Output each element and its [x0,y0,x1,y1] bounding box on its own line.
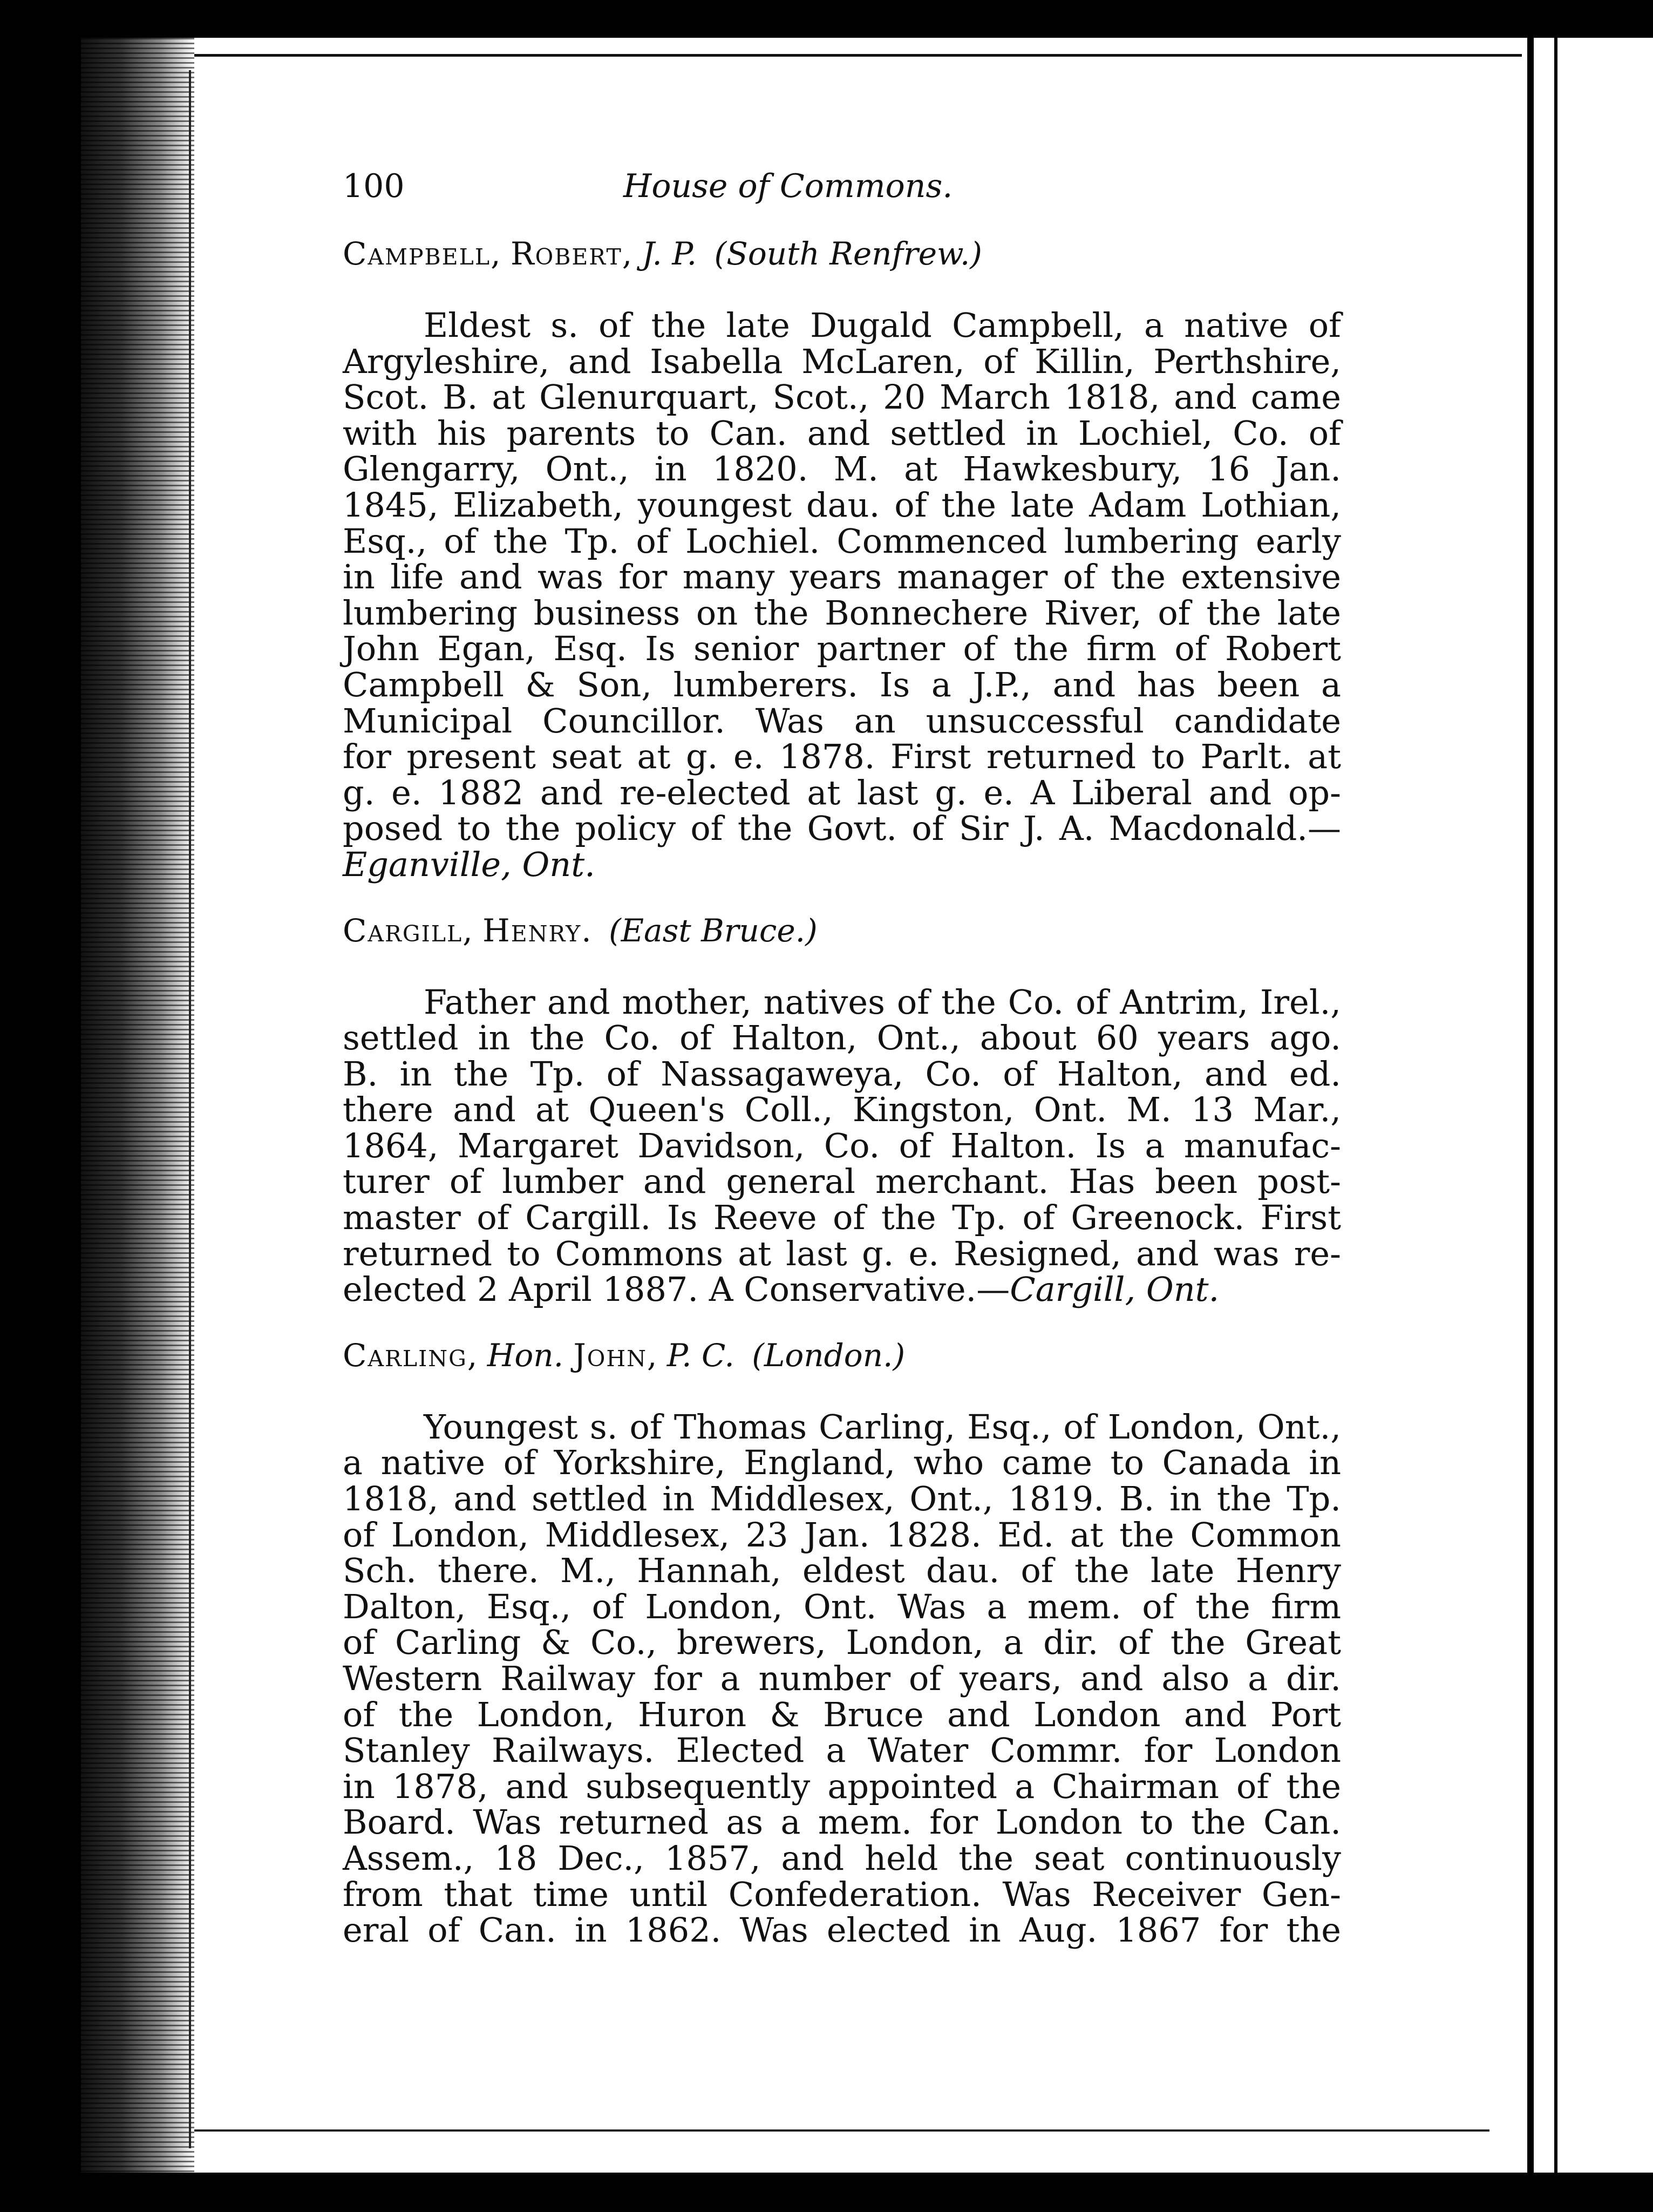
body-line: g. e. 1882 and re-elected at last g. e. A Liberal and op- [343,772,1341,812]
entry-surname: Campbell [343,235,491,272]
body-line: with his parents to Can. and settled in Lochiel, Co. of [343,413,1341,453]
body-line: returned to Commons at last g. e. Resigned, and was re- [343,1233,1341,1273]
body-line: posed to the policy of the Govt. of Sir J. A. Macdonald.— [343,809,1341,849]
body-line: Western Railway for a number of years, and also a dir. [343,1659,1341,1698]
body-line: Father and mother, natives of the Co. of Antrim, Irel., [424,982,1341,1022]
entry-heading: Cargill, Henry. (East Bruce.) [343,912,818,949]
entry-given-name: Robert [510,235,622,272]
body-line: 1864, Margaret Davidson, Co. of Halton. Is a manufac- [343,1125,1341,1165]
body-line: Board. Was returned as a mem. for London to the Can. [343,1802,1341,1842]
running-title: House of Commons. [623,167,953,205]
next-page-edge-line [1554,38,1557,2173]
body-line: Eldest s. of the late Dugald Campbell, a native of [424,306,1341,345]
entry-constituency: (London.) [752,1336,906,1374]
body-line: of Carling & Co., brewers, London, a dir. of the Great [343,1623,1341,1663]
entry-given-name: Henry [482,912,582,949]
entry-heading: Campbell, Robert, J. P. (South Renfrew.) [343,235,982,272]
body-line: Argyleshire, and Isabella McLaren, of Killin, Perthshire, [343,341,1341,381]
entry-body [343,308,1341,883]
entry-heading: Carling, Hon. John, P. C. (London.) [343,1336,906,1374]
entry-honorific: Hon. [487,1336,564,1374]
body-line: in 1878, and subsequently appointed a Chairman of the [343,1766,1341,1806]
body-line: Campbell & Son, lumberers. Is a J.P., and has been a [343,664,1341,704]
body-line: there and at Queen's Coll., Kingston, Ont. M. 13 Mar., [343,1090,1341,1130]
body-line: eral of Can. in 1862. Was elected in Aug. 1867 for the [343,1910,1341,1950]
page-number: 100 [343,167,405,205]
body-line: Glengarry, Ont., in 1820. M. at Hawkesbury, 16 Jan. [343,449,1341,489]
entry-surname: Carling [343,1336,467,1374]
body-line: B. in the Tp. of Nassagaweya, Co. of Halton, and ed. [343,1054,1341,1094]
biography-entry-carling [343,1334,1341,1949]
biography-entry-cargill [343,909,1341,1308]
biography-entry-campbell [343,232,1341,883]
page-right-edge [1527,38,1534,2173]
body-line: turer of lumber and general merchant. Has been post- [343,1162,1341,1202]
body-line: 1845, Elizabeth, youngest dau. of the late Adam Lothian, [343,485,1341,525]
entry-surname: Cargill [343,912,463,949]
entry-constituency: (South Renfrew.) [714,235,982,272]
body-line: Dalton, Esq., of London, Ont. Was a mem. of the firm [343,1586,1341,1626]
entry-given-name: John [573,1336,648,1374]
body-line: Stanley Railways. Elected a Water Commr. for London [343,1731,1341,1770]
page-header [343,167,1341,216]
scan-bottom-border [0,2173,1653,2212]
body-line: lumbering business on the Bonnechere River, of the late [343,593,1341,633]
entry-body [343,1409,1341,1949]
entry-body [343,982,1341,1309]
body-line: in life and was for many years manager of the extensive [343,557,1341,597]
entry-constituency: (East Bruce.) [609,912,818,949]
body-line: Scot. B. at Glenurquart, Scot., 20 March 1818, and came [343,377,1341,417]
binding-gutter [81,38,194,2173]
bottom-rule [194,2129,1489,2132]
body-line: for present seat at g. e. 1878. First returned to Parlt. at [343,737,1341,777]
body-line: elected 2 April 1887. A Conservative.—Cargill, Ont. [343,1270,1220,1309]
body-line: settled in the Co. of Halton, Ont., about 60 years ago. [343,1018,1341,1058]
entry-address: Eganville, Ont. [343,844,595,884]
body-line: Youngest s. of Thomas Carling, Esq., of London, Ont., [424,1407,1341,1447]
body-line: Esq., of the Tp. of Lochiel. Commenced lumbering early [343,521,1341,561]
gutter-edge-line [189,70,191,2148]
page-text [343,167,1341,1949]
body-line: of the London, Huron & Bruce and London and Port [343,1694,1341,1734]
body-line: master of Cargill. Is Reeve of the Tp. of Greenock. First [343,1198,1341,1238]
body-line: Assem., 18 Dec., 1857, and held the seat continuously [343,1838,1341,1878]
body-line: 1818, and settled in Middlesex, Ont., 1819. B. in the Tp. [343,1479,1341,1519]
body-line: Municipal Councillor. Was an unsuccessful candidate [343,701,1341,741]
entry-title: J. P. [642,235,697,272]
body-line: Sch. there. M., Hannah, eldest dau. of the late Henry [343,1551,1341,1591]
body-line: from that time until Confederation. Was Receiver Gen- [343,1874,1341,1914]
body-line: of London, Middlesex, 23 Jan. 1828. Ed. at the Common [343,1515,1341,1555]
body-line: John Egan, Esq. Is senior partner of the firm of Robert [343,629,1341,669]
body-line: a native of Yorkshire, England, who came to Canada in [343,1443,1341,1483]
entry-title: P. C. [666,1336,734,1374]
entry-address: Cargill, Ont. [1010,1270,1220,1309]
top-rule [194,54,1522,57]
